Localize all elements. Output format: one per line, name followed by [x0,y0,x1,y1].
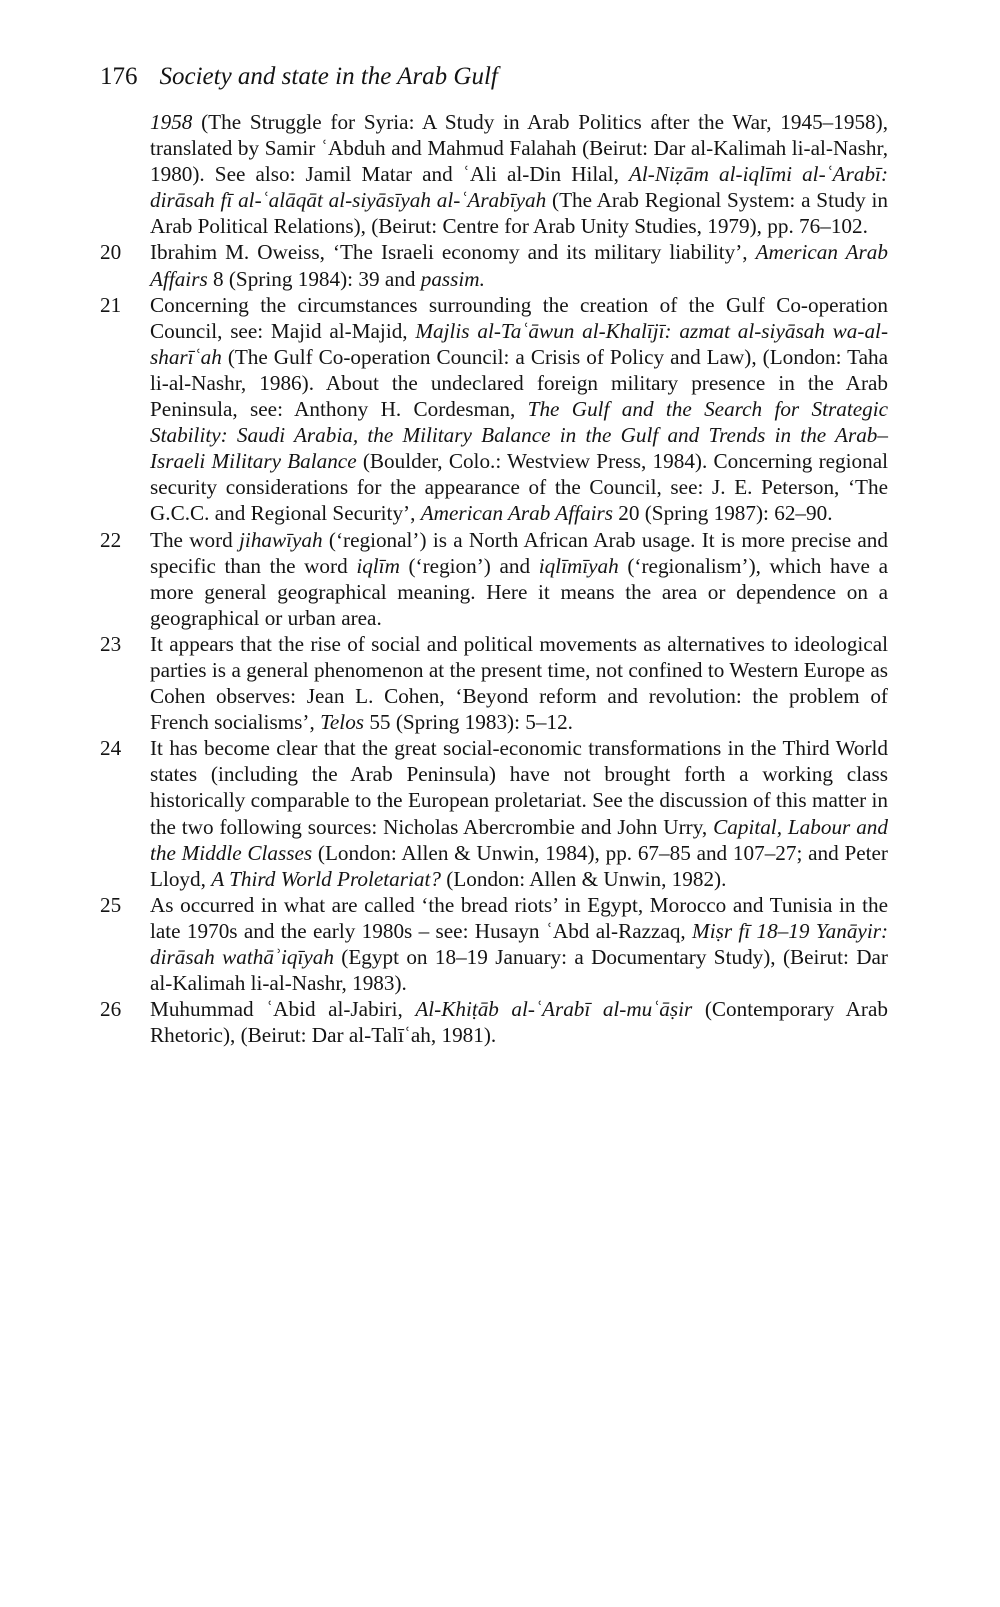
endnote-text-segment: (The Gulf Co-operation Council: a Crisis of Policy and Law), (London: Taha li-al-Nashr, 1986). About the undeclared foreign military presence in the Arab Peninsula, see: Anthony H. Cordesman, [150,344,888,422]
endnote-italic-segment: iqlīm [356,553,400,578]
endnote-text-segment: (Boulder, Colo.: Westview Press, 1984). Concerning regional security considerations for the appearance of the Council, see: J. E. Peterson, ‘The G.C.C. and Regional Security’, [150,449,888,526]
endnote-italic-segment: The Gulf and the Search for Strategic Stability: Saudi Arabia, the Military Balance in the Gulf and Trends in the Arab–Israeli Military Balance [150,397,888,474]
endnote-italic-segment: Capital, Labour and the Middle Classes [150,814,888,865]
page-number: 176 [100,63,138,90]
running-title: Society and state in the Arab Gulf [159,63,498,90]
endnote-text-segment: (London: Allen & Unwin, 1984), pp. 67–85 and 107–27; and Peter Lloyd, [150,840,888,891]
running-head [100,62,498,92]
endnote-text-segment: (‘region’) and [399,553,539,578]
endnote-text-segment: 20 (Spring 1987): 62–90. [612,501,833,526]
endnote-text-segment: It has become clear that the great social-economic transformations in the Third World states (including the Arab Peninsula) have not brought forth a working class historically comparable to the European proletariat. See the discussion of this matter in the two following sources: Nicholas Abercrombie and John Urry, [150,736,888,839]
endnote-number: 22 [100,527,122,552]
endnote-italic-segment: jihawīyah [239,527,323,552]
endnote-italic-segment: Al-Khiṭāb al-ʿArabī al-muʿāṣir [415,997,693,1022]
endnote-text-segment: (The Struggle for Syria: A Study in Arab Politics after the War, 1945–1958), translated by Samir ʿAbduh and Mahmud Falahah (Beirut: Dar al-Kalimah li-al-Nashr, 1980). See also: Jamil Matar and ʿAli al-Din Hilal, [150,110,888,187]
endnote-text-segment: (The Arab Regional System: a Study in Arab Political Relations), (Beirut: Centre for Arab Unity Studies, 1979), pp. 76–102. [150,188,888,239]
endnote-text [150,893,888,995]
endnote-23 [100,631,888,735]
endnote-text-segment: (London: Allen & Unwin, 1982). [440,866,727,891]
endnote-20 [100,239,888,291]
endnote-text-segment: Concerning the circumstances surrounding the creation of the Gulf Co-operation Council, see: Majid al-Majid, [150,292,888,343]
endnote-text [150,736,888,890]
endnote-number: 20 [100,240,122,265]
endnote-26 [100,996,888,1048]
endnote-22 [100,527,888,631]
endnote-text [150,110,888,238]
endnote-text-segment: (Egypt on 18–19 January: a Documentary Study), (Beirut: Dar al-Kalimah li-al-Nashr, 1983). [150,945,888,996]
endnote-text-segment: Ibrahim M. Oweiss, ‘The Israeli economy and its military liability’, [150,240,756,265]
endnote-text-segment: Muhummad ʿAbid al-Jabiri, [150,997,416,1022]
endnote-25 [100,892,888,996]
endnote-24 [100,735,888,892]
endnote-number: 23 [100,631,122,656]
endnote-text-segment: 8 (Spring 1984): 39 and [207,266,421,291]
endnote-text [150,240,888,290]
endnote-text-segment: As occurred in what are called ‘the bread riots’ in Egypt, Morocco and Tunisia in the late 1970s and the early 1980s – see: Husayn ʿAbd al-Razzaq, [150,892,888,943]
endnote-21 [100,292,888,527]
endnote-number: 26 [100,997,122,1022]
endnote-text-segment: It appears that the rise of social and political movements as alternatives to ideological parties is a general phenomenon at the present time, not confined to Western Europe as Cohen observes: Jean L. Cohen, ‘Beyond reform and revolution: the problem of French socialisms’, [150,631,888,735]
endnote-text-segment: (‘regional’) is a North African Arab usage. It is more precise and specific than the word [150,527,888,578]
endnote-italic-segment: American Arab Affairs [420,501,613,526]
endnote-italic-segment: Telos [320,710,365,735]
endnote-text [150,293,888,526]
endnote-number: 21 [100,292,122,317]
endnote-italic-segment: iqlīmīyah [538,553,619,578]
endnote-text [150,997,888,1047]
endnote-italic-segment: American Arab Affairs [150,240,888,291]
endnote-italic-segment: A Third World Proletariat? [211,866,441,891]
endnote-italic-segment: Al-Niẓām al-iqlīmi al-ʿArabī: dirāsah fī al-ʿalāqāt al-siyāsīyah al-ʿArabīyah [150,162,888,213]
endnote-text-segment: 55 (Spring 1983): 5–12. [364,710,573,735]
endnote-text [150,632,888,734]
endnote-number: 24 [100,736,122,761]
endnote-italic-segment: 1958 [150,110,193,134]
endnote-continued [100,109,888,239]
endnote-italic-segment: Miṣr fī 18–19 Yanāyir: dirāsah wathāʾiqīyah [150,918,889,969]
endnote-text [150,528,888,630]
endnote-italic-segment: passim. [420,266,485,291]
endnote-text-segment: (Contemporary Arab Rhetoric), (Beirut: Dar al-Talīʿah, 1981). [150,997,888,1048]
endnote-text-segment: (‘regionalism’), which have a more general geographical meaning. Here it means the area or dependence on a geographical or urban area. [150,553,888,630]
endnote-number: 25 [100,892,122,917]
endnote-italic-segment: Majlis al-Taʿāwun al-Khalījī: azmat al-siyāsah wa-al-sharīʿah [150,318,888,369]
endnotes-list [100,109,888,1048]
endnote-text-segment: The word [150,527,240,552]
